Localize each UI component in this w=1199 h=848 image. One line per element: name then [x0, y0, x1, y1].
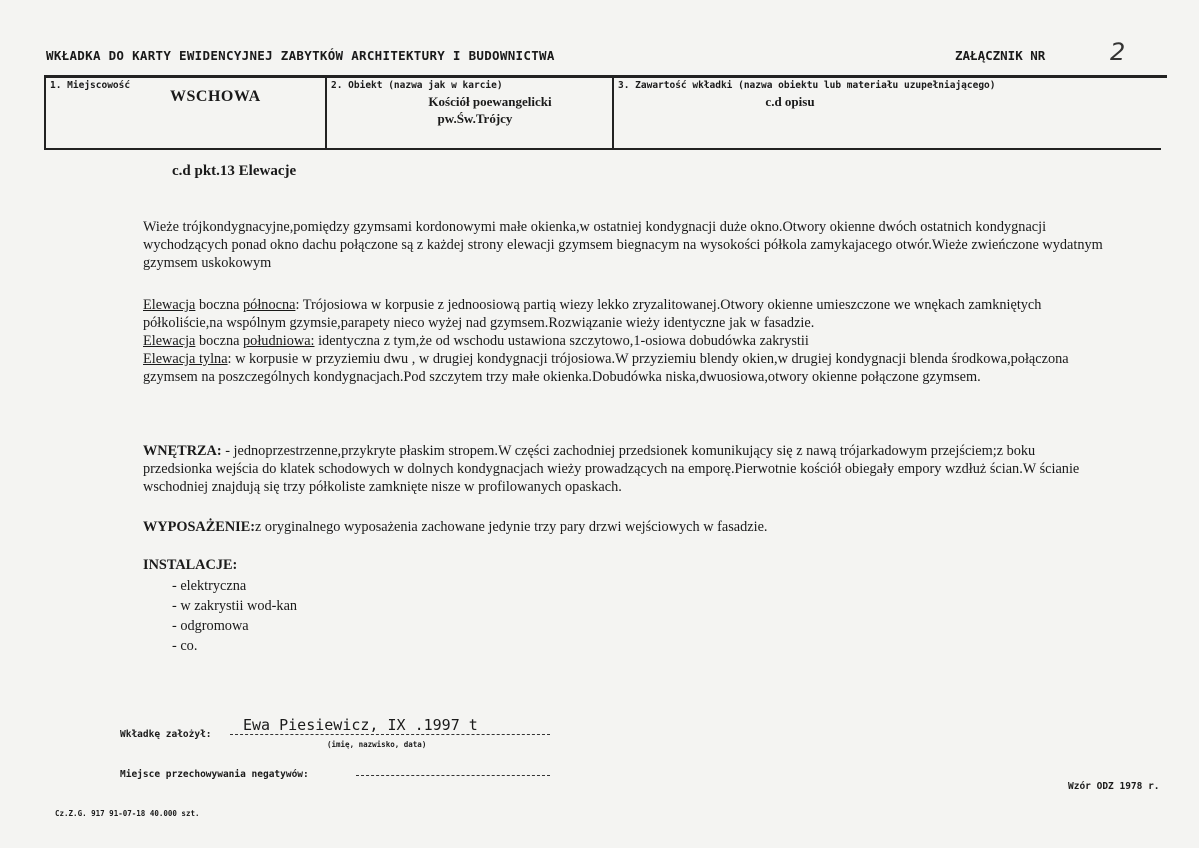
interior-paragraph [143, 442, 1103, 496]
list-item: - elektryczna [172, 578, 247, 594]
content-label: 3. Zawartość wkładki (nazwa obiektu lub materiału uzupełniającego) [618, 80, 996, 91]
header-rule [44, 75, 1167, 78]
north-facade-label: Elewacja [143, 297, 196, 313]
interior-text: - jednoprzestrzenne,przykryte płaskim stropem.W części zachodniej przedsionek komunikujący się z nawą trójarkadowym przejściem;z boku przedsionka wejścia do klatek schodowych w dolnych kondygnacjach wieży prowadzących na emporę.Pierwotnie kościół obiegały empory wzdłuż ścian.W ścianie wschodniej znajdują się trzy półkoliste zamknięte nisze w profilowanych opaskach. [143, 443, 1080, 495]
negatives-label: Miejsce przechowywania negatywów: [120, 769, 309, 780]
towers-paragraph [143, 218, 1103, 272]
form-title: WKŁADKA DO KARTY EWIDENCYJNEJ ZABYTKÓW ARCHITEKTURY I BUDOWNICTWA [46, 48, 555, 63]
created-by-line [230, 734, 550, 735]
north-facade-label-2: boczna [198, 297, 240, 313]
object-value-line2: pw.Św.Trójcy [437, 111, 513, 126]
attachment-label: ZAŁĄCZNIK NR [955, 48, 1046, 63]
object-label: 2. Obiekt (nazwa jak w karcie) [331, 80, 503, 91]
locality-value: WSCHOWA [170, 88, 261, 105]
field-divider [44, 76, 46, 149]
print-code: Cz.Z.G. 917 91-07-18 40.000 szt. [55, 809, 200, 818]
content-value: c.d opisu [765, 94, 815, 109]
south-facade-label-3: południowa: [243, 333, 315, 349]
rear-facade-text: : w korpusie w przyziemiu dwu , w drugiej kondygnacji trójosiowa.W przyziemiu blendy okien,w drugiej kondygnacji blenda środkowa,połączona gzymsem na poszczególnych kondygnacjach.Pod szczytem trzy małe okienka.Dobudówka niska,dwuosiowa,otwory okienne połączone gzymsem. [143, 351, 1069, 385]
south-facade-label: Elewacja [143, 333, 196, 349]
fields-bottom-rule [44, 148, 1161, 150]
field-divider [612, 76, 614, 149]
created-by-hint: (imię, nazwisko, data) [327, 740, 427, 749]
field-divider [325, 76, 327, 149]
created-by-value: Ewa Piesiewicz, IX .1997 t [243, 716, 478, 734]
installations-label: INSTALACJE: [143, 557, 238, 573]
negatives-line [356, 775, 550, 776]
towers-text: Wieże trójkondygnacyjne,pomiędzy gzymsami kordonowymi małe okienka,w ostatniej kondygnacji duże okno.Otwory okienne dwóch ostatnich kondygnacji wychodzących ponad okno dachu połączone są z każdej strony elewacji gzymsem biegnacym na wysokości półkola zamykajacego otwór.Wieże zwieńczone wydatnym gzymsem uskokowym [143, 219, 1103, 271]
installations-list [172, 576, 297, 656]
facades-block [143, 296, 1103, 386]
interior-label: WNĘTRZA: [143, 443, 222, 459]
locality-label: 1. Miejscowość [50, 80, 131, 91]
object-value-line1: Kościół poewangelicki [428, 94, 552, 109]
south-facade [143, 332, 1103, 350]
attachment-number: 2 [1110, 38, 1126, 66]
south-facade-text: identyczna z tym,że od wschodu ustawiona szczytowo,1-osiowa dobudówka zakrystii [314, 333, 809, 349]
rear-facade [143, 350, 1103, 386]
equipment-paragraph [143, 518, 1103, 536]
north-facade-text: : Trójosiowa w korpusie z jednoosiową partią wiezy lekko zryzalitowanej.Otwory okienne umieszczone we wnękach zamkniętych półkoliście,na wspólnym gzymsie,parapety nieco wyżej nad gzymsem.Rozwiązanie wieży identyczne jak w fasadzie. [143, 297, 1042, 331]
section-title: c.d pkt.13 Elewacje [172, 163, 297, 179]
equipment-text: z oryginalnego wyposażenia zachowane jedynie trzy pary drzwi wejściowych w fasadzie. [255, 519, 768, 535]
created-by-label: Wkładkę założył: [120, 729, 212, 740]
north-facade-label-3: północna [243, 297, 296, 313]
list-item: - w zakrystii wod-kan [172, 598, 298, 614]
equipment-label: WYPOSAŻENIE: [143, 519, 256, 535]
north-facade [143, 296, 1103, 332]
list-item: - co. [172, 638, 198, 654]
list-item: - odgromowa [172, 618, 249, 634]
south-facade-label-2: boczna [198, 333, 240, 349]
form-code: Wzór ODZ 1978 r. [1068, 781, 1160, 792]
rear-facade-label: Elewacja tylna [143, 351, 228, 367]
